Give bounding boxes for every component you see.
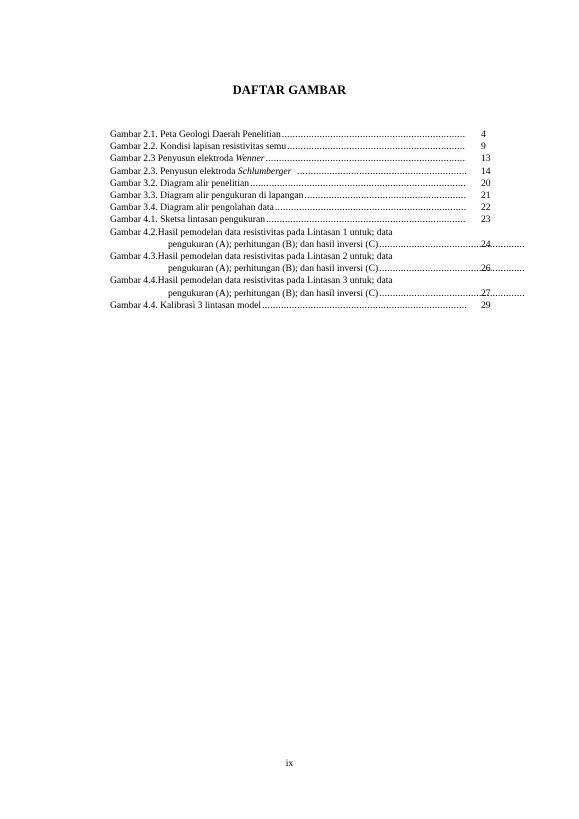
toc-entry-label: Gambar 3.4. Diagram alir pengolahan data bbox=[110, 202, 274, 214]
dot-leader bbox=[296, 166, 466, 178]
toc-entry-gambar-4-4 bbox=[110, 275, 496, 299]
toc-entry-gambar-3-3 bbox=[110, 190, 496, 202]
toc-entry-label-line2: pengukuran (A); perhitungan (B); dan hasil inversi (C) bbox=[168, 287, 379, 299]
toc-entry-gambar-4-2 bbox=[110, 227, 496, 251]
dot-leader bbox=[286, 141, 466, 153]
toc-entry-page: 24 bbox=[481, 238, 491, 250]
dot-leader bbox=[378, 288, 524, 300]
toc-entry-label-line1: Gambar 4.4.Hasil pemodelan data resistivitas pada Lintasan 3 untuk; data bbox=[110, 275, 393, 287]
toc-entry-page: 27 bbox=[481, 287, 491, 299]
toc-entry-page: 21 bbox=[481, 190, 491, 202]
dot-leader bbox=[281, 129, 466, 141]
toc-entry-label: Gambar 3.3. Diagram alir pengukuran di lapangan bbox=[110, 190, 304, 202]
toc-entry-gambar-3-4 bbox=[110, 202, 496, 214]
toc-entry-page: 13 bbox=[481, 153, 491, 165]
toc-entry-page: 14 bbox=[481, 165, 491, 177]
toc-entry-page: 29 bbox=[481, 299, 491, 311]
toc-entry-page: 26 bbox=[481, 263, 491, 275]
toc-entry-label: Gambar 4.1. Sketsa lintasan pengukuran bbox=[110, 214, 266, 226]
page-title: DAFTAR GAMBAR bbox=[232, 83, 347, 97]
toc-entry-label-line1: Gambar 4.3.Hasil pemodelan data resistivitas pada Lintasan 2 untuk; data bbox=[110, 251, 393, 263]
toc-entry-gambar-4-3 bbox=[110, 251, 496, 275]
label-italic-term: Wenner bbox=[235, 153, 265, 165]
toc-entry-label bbox=[110, 153, 264, 165]
toc-entry-page: 23 bbox=[481, 214, 491, 226]
label-italic-term: Schlumberger bbox=[237, 165, 292, 177]
toc-entry-page: 20 bbox=[481, 177, 491, 189]
toc-entry-page: 22 bbox=[481, 202, 491, 214]
dot-leader bbox=[274, 202, 466, 214]
toc-entry-gambar-3-2 bbox=[110, 178, 496, 190]
toc-entry-gambar-2-2 bbox=[110, 141, 496, 153]
toc-entry-label-line2: pengukuran (A); perhitungan (B); dan hasil inversi (C) bbox=[168, 238, 379, 250]
table-of-figures bbox=[110, 129, 496, 312]
label-prefix: Gambar 2.3 Penyusun elektroda bbox=[110, 153, 236, 165]
toc-entry-page: 9 bbox=[481, 141, 486, 153]
label-prefix: Gambar 2.3. Penyusun elektroda bbox=[110, 165, 238, 177]
dot-leader bbox=[249, 178, 466, 190]
dot-leader bbox=[265, 214, 466, 226]
toc-entry-gambar-2-1 bbox=[110, 129, 496, 141]
dot-leader bbox=[378, 239, 524, 251]
page-number: ix bbox=[285, 758, 294, 769]
dot-leader bbox=[261, 300, 466, 312]
dot-leader bbox=[303, 190, 466, 202]
toc-entry-gambar-2-3-wenner bbox=[110, 153, 496, 165]
toc-entry-label: Gambar 2.2. Kondisi lapisan resistivitas semu bbox=[110, 141, 287, 153]
toc-entry-gambar-4-1 bbox=[110, 214, 496, 226]
toc-entry-label: Gambar 4.4. Kalibrasi 3 lintasan model bbox=[110, 299, 262, 311]
toc-entry-gambar-2-3-schlumberger bbox=[110, 166, 496, 178]
toc-entry-label: Gambar 3.2. Diagram alir penelitian bbox=[110, 177, 250, 189]
toc-entry-label: Gambar 2.1. Peta Geologi Daerah Penelitian bbox=[110, 129, 281, 140]
toc-entry-page: 4 bbox=[481, 129, 486, 140]
dot-leader bbox=[264, 153, 466, 165]
toc-entry-label bbox=[110, 166, 296, 178]
toc-entry-label-line2: pengukuran (A); perhitungan (B); dan hasil inversi (C) bbox=[168, 263, 379, 275]
dot-leader bbox=[378, 263, 524, 275]
toc-entry-gambar-4-4-kalibrasi bbox=[110, 300, 496, 312]
toc-entry-label-line1: Gambar 4.2.Hasil pemodelan data resistivitas pada Lintasan 1 untuk; data bbox=[110, 226, 393, 238]
